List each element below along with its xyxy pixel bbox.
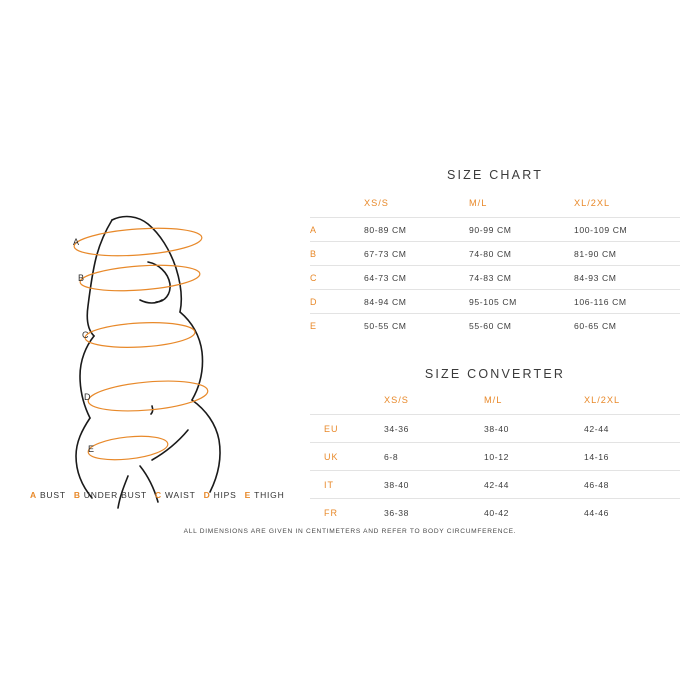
size-converter-row-eu-ml: 38-40 — [484, 415, 584, 443]
size-converter-row-uk-ml: 10-12 — [484, 443, 584, 471]
size-tables — [310, 168, 680, 526]
legend-key-e: E — [244, 490, 252, 500]
footnote: ALL DIMENSIONS ARE GIVEN IN CENTIMETERS AND REFER TO BODY CIRCUMFERENCE. — [183, 528, 517, 535]
size-chart-row-d-xs: 84-94 CM — [364, 290, 469, 314]
size-converter-row-it-label: IT — [310, 471, 384, 499]
figure-marker-a: A — [73, 237, 80, 247]
size-chart-row-d-ml: 95-105 CM — [469, 290, 574, 314]
size-chart-row-a-ml: 90-99 CM — [469, 218, 574, 242]
size-converter-row-it-ml: 42-44 — [484, 471, 584, 499]
size-converter-row-uk-xs: 6-8 — [384, 443, 484, 471]
table-row — [310, 499, 680, 527]
figure-marker-d: D — [84, 392, 91, 402]
size-converter-row-fr-label: FR — [310, 499, 384, 527]
size-chart-col-1: XS/S — [364, 198, 389, 208]
figure-marker-e: E — [88, 444, 95, 454]
legend-key-a: A — [30, 490, 37, 500]
size-chart-col-2: M/L — [469, 198, 488, 208]
size-chart-row-b-xs: 67-73 CM — [364, 242, 469, 266]
size-converter-row-fr-xl: 44-46 — [584, 499, 680, 527]
size-converter-row-eu-xl: 42-44 — [584, 415, 680, 443]
size-chart-row-c-ml: 74-83 CM — [469, 266, 574, 290]
size-chart-row-c-xl: 84-93 CM — [574, 266, 680, 290]
marker-ellipse-d — [87, 377, 209, 415]
marker-ellipse-a — [73, 225, 203, 260]
size-chart-section — [310, 168, 680, 337]
legend-item-b — [74, 490, 147, 500]
size-converter-row-uk-xl: 14-16 — [584, 443, 680, 471]
table-row — [310, 314, 680, 338]
table-row — [310, 443, 680, 471]
table-header-row — [310, 395, 680, 415]
legend-label-b: UNDER BUST — [83, 490, 148, 500]
size-converter-col-3: XL/2XL — [584, 395, 621, 405]
body-measurement-illustration — [20, 180, 300, 520]
size-converter-table — [310, 395, 680, 526]
marker-ellipse-c — [84, 320, 195, 350]
size-chart-row-d-label: D — [310, 290, 364, 314]
table-row — [310, 242, 680, 266]
size-chart-row-a-xl: 100-109 CM — [574, 218, 680, 242]
size-chart-row-c-label: C — [310, 266, 364, 290]
legend-item-a — [30, 490, 66, 500]
size-chart-table — [310, 198, 680, 337]
size-converter-col-0 — [310, 395, 384, 415]
size-chart-row-e-xl: 60-65 CM — [574, 314, 680, 338]
size-chart-row-b-ml: 74-80 CM — [469, 242, 574, 266]
figure-marker-c: C — [82, 330, 89, 340]
size-converter-section — [310, 367, 680, 526]
female-body-figure-svg — [20, 180, 300, 520]
size-converter-row-fr-xs: 36-38 — [384, 499, 484, 527]
table-row — [310, 290, 680, 314]
size-chart-row-d-xl: 106-116 CM — [574, 290, 680, 314]
size-converter-row-it-xl: 46-48 — [584, 471, 680, 499]
table-row — [310, 266, 680, 290]
size-chart-row-e-ml: 55-60 CM — [469, 314, 574, 338]
legend-label-d: HIPS — [213, 490, 237, 500]
size-chart-title: SIZE CHART — [446, 168, 544, 182]
size-chart-row-b-xl: 81-90 CM — [574, 242, 680, 266]
size-chart-row-e-label: E — [310, 314, 364, 338]
legend-item-e — [245, 490, 285, 500]
size-converter-row-eu-xs: 34-36 — [384, 415, 484, 443]
table-row — [310, 471, 680, 499]
size-converter-row-uk-label: UK — [310, 443, 384, 471]
size-converter-col-2: M/L — [484, 395, 503, 405]
size-chart-row-c-xs: 64-73 CM — [364, 266, 469, 290]
legend-item-d — [204, 490, 237, 500]
legend-item-c — [155, 490, 196, 500]
measurement-legend — [30, 490, 300, 500]
table-row — [310, 415, 680, 443]
legend-key-c: C — [155, 490, 162, 500]
legend-label-e: THIGH — [254, 490, 285, 500]
size-converter-col-1: XS/S — [384, 395, 409, 405]
size-chart-row-a-label: A — [310, 218, 364, 242]
size-chart-row-b-label: B — [310, 242, 364, 266]
size-chart-row-e-xs: 50-55 CM — [364, 314, 469, 338]
legend-label-c: WAIST — [165, 490, 196, 500]
size-converter-row-eu-label: EU — [310, 415, 384, 443]
size-converter-row-it-xs: 38-40 — [384, 471, 484, 499]
legend-key-d: D — [203, 490, 211, 500]
size-chart-row-a-xs: 80-89 CM — [364, 218, 469, 242]
figure-marker-b: B — [78, 273, 85, 283]
size-converter-title: SIZE CONVERTER — [424, 367, 566, 381]
legend-key-b: B — [73, 490, 81, 500]
marker-ellipse-e — [87, 433, 169, 463]
legend-label-a: BUST — [39, 490, 66, 500]
table-header-row — [310, 198, 680, 218]
size-converter-row-fr-ml: 40-42 — [484, 499, 584, 527]
size-chart-col-0 — [310, 198, 364, 218]
size-chart-col-3: XL/2XL — [574, 198, 611, 208]
table-row — [310, 218, 680, 242]
marker-ellipse-b — [79, 262, 200, 294]
